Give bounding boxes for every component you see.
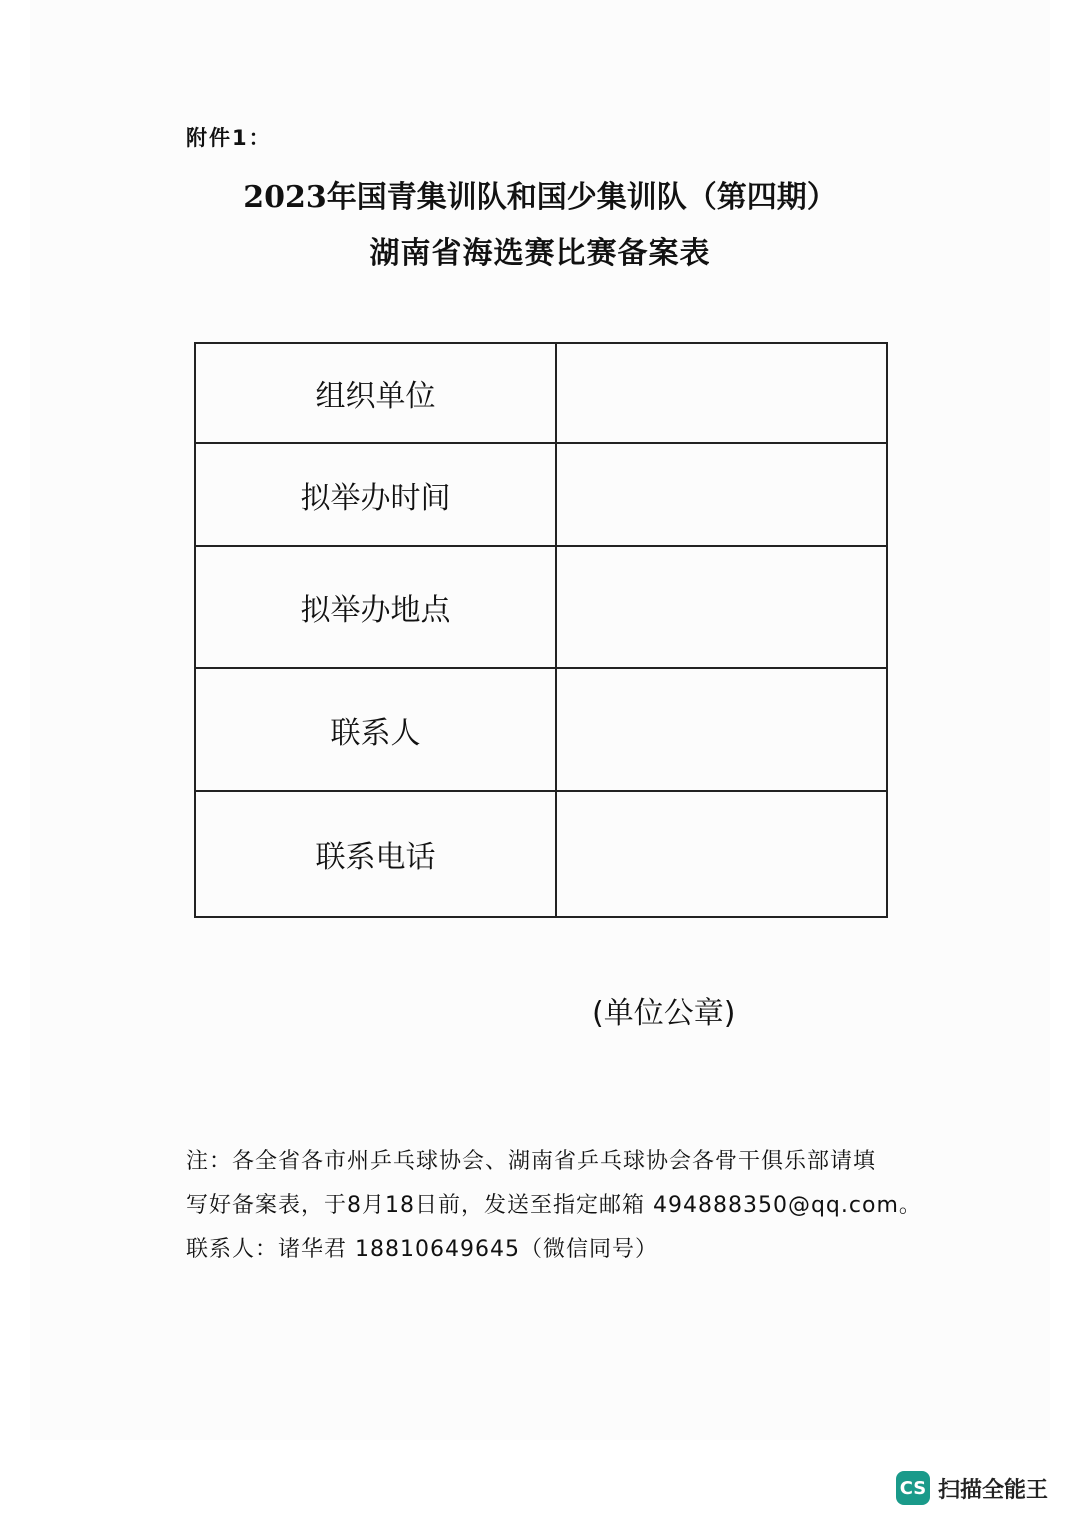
row-label-planned-time: 拟举办时间 bbox=[195, 443, 556, 546]
row-label-contact-person: 联系人 bbox=[195, 668, 556, 791]
note-line: 注：各全省各市州乒乓球协会、湖南省乒乓球协会各骨干俱乐部请填 bbox=[186, 1149, 877, 1174]
row-label-organizer: 组织单位 bbox=[195, 343, 556, 443]
attachment-label: 附件1： bbox=[186, 126, 272, 150]
table-row bbox=[195, 343, 887, 443]
table-row bbox=[195, 546, 887, 668]
scanner-watermark bbox=[896, 1470, 1048, 1506]
row-value-contact-phone[interactable] bbox=[556, 791, 887, 917]
note-line: 联系人：诸华君 18810649645（微信同号） bbox=[186, 1237, 658, 1262]
camscanner-logo-icon: CS bbox=[896, 1471, 930, 1505]
table-row bbox=[195, 791, 887, 917]
row-label-contact-phone: 联系电话 bbox=[195, 791, 556, 917]
row-value-organizer[interactable] bbox=[556, 343, 887, 443]
row-label-planned-venue: 拟举办地点 bbox=[195, 546, 556, 668]
filing-form-table bbox=[194, 342, 888, 918]
official-seal-label: (单位公章) bbox=[592, 996, 736, 1031]
document-title-line-2: 湖南省海选赛比赛备案表 bbox=[369, 236, 711, 271]
watermark-app-name: 扫描全能王 bbox=[938, 1477, 1049, 1503]
note-block bbox=[186, 1140, 922, 1272]
note-line: 写好备案表，于8月18日前，发送至指定邮箱 494888350@qq.com。 bbox=[186, 1193, 922, 1218]
table-row bbox=[195, 668, 887, 791]
document-title-line-1: 2023年国青集训队和国少集训队（第四期） bbox=[243, 180, 837, 215]
table-row bbox=[195, 443, 887, 546]
row-value-contact-person[interactable] bbox=[556, 668, 887, 791]
row-value-planned-venue[interactable] bbox=[556, 546, 887, 668]
row-value-planned-time[interactable] bbox=[556, 443, 887, 546]
